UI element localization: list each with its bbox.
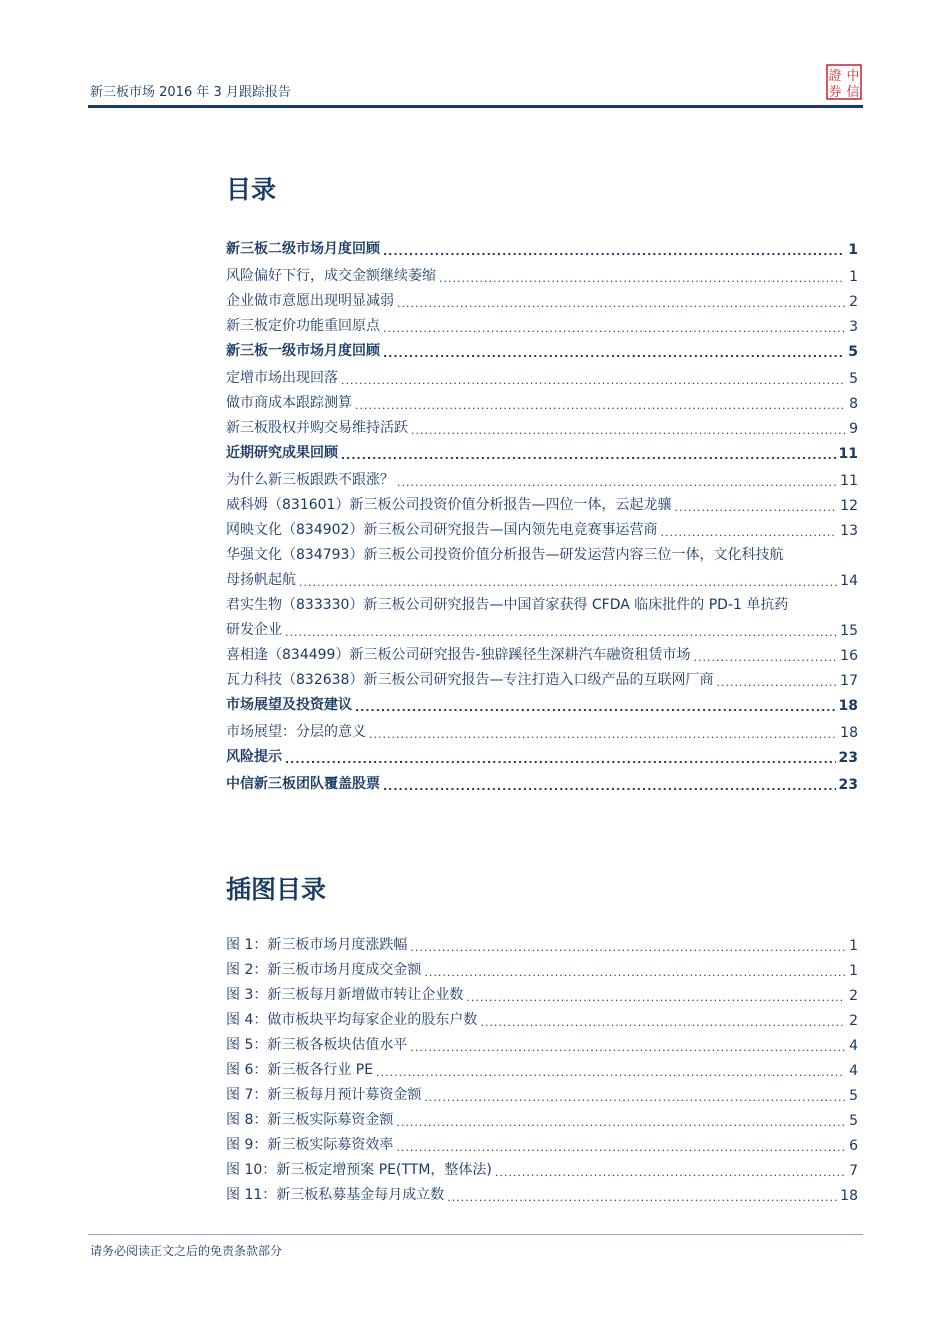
dot-leader (480, 1016, 845, 1029)
dot-leader (674, 501, 837, 514)
toc-entry-link[interactable] (226, 519, 858, 539)
dot-leader (383, 347, 845, 360)
toc-entry-page: 2 (849, 1013, 858, 1029)
toc-entry-page: 11 (840, 473, 858, 489)
toc-entry-link[interactable] (226, 392, 858, 412)
toc-entry-link[interactable] (226, 746, 858, 766)
figure-entry-link[interactable] (226, 1184, 858, 1204)
toc-title: 目录 (226, 175, 277, 204)
toc-entry-link[interactable] (226, 367, 858, 387)
toc-entry-label: 图 8：新三板实际募资金额 (226, 1112, 394, 1128)
toc-entry-page: 4 (849, 1038, 858, 1054)
toc-entry-link[interactable] (226, 340, 858, 360)
svg-text:信: 信 (846, 85, 860, 100)
toc-entry-label: 母扬帆起航 (226, 572, 296, 588)
dot-leader (355, 701, 836, 714)
toc-entry-link[interactable] (226, 619, 858, 639)
citic-securities-logo (826, 64, 862, 100)
dot-leader (285, 626, 837, 639)
toc-entry-label: 图 7：新三板每月预计募资金额 (226, 1087, 422, 1103)
toc-entry-page: 23 (838, 750, 858, 766)
toc-entry-page: 16 (840, 648, 858, 664)
figure-entry-link[interactable] (226, 1159, 858, 1179)
toc-entry-link[interactable] (226, 417, 858, 437)
svg-text:證: 證 (828, 69, 842, 84)
dot-leader (410, 1041, 845, 1054)
toc-entry-page: 2 (849, 988, 858, 1004)
toc-entry-page: 4 (849, 1063, 858, 1079)
dot-leader (299, 576, 837, 589)
figure-entry-link[interactable] (226, 1134, 858, 1154)
toc-entry-first-line[interactable]: 华强文化（834793）新三板公司投资价值分析报告—研发运营内容三位一体，文化科技航 (226, 547, 784, 563)
toc-entry-page: 9 (849, 421, 858, 437)
dot-leader (369, 728, 837, 741)
toc-entry-page: 17 (840, 673, 858, 689)
dot-leader (694, 651, 838, 664)
toc-entry-page: 7 (849, 1163, 858, 1179)
figure-entry-link[interactable] (226, 1059, 858, 1079)
toc-entry-label: 图 1：新三板市场月度涨跌幅 (226, 937, 408, 953)
toc-entry-label: 威科姆（831601）新三板公司投资价值分析报告—四位一体，云起龙骧 (226, 497, 672, 513)
dot-leader (285, 753, 836, 766)
toc-entry-label: 风险提示 (226, 749, 282, 765)
figure-entry-link[interactable] (226, 1109, 858, 1129)
toc-entry-link[interactable] (226, 694, 858, 714)
toc-entry-page: 1 (849, 963, 858, 979)
toc-entry-page: 1 (848, 242, 858, 258)
toc-entry-label: 图 11：新三板私募基金每月成立数 (226, 1187, 445, 1203)
toc-entry-label: 做市商成本跟踪测算 (226, 395, 352, 411)
figures-title: 插图目录 (226, 875, 327, 904)
figure-entry-link[interactable] (226, 934, 858, 954)
dot-leader (660, 526, 837, 539)
footer-disclaimer: 请务必阅读正文之后的免责条款部分 (90, 1244, 283, 1258)
toc-entry-page: 5 (849, 371, 858, 387)
toc-entry-label: 中信新三板团队覆盖股票 (226, 776, 380, 792)
toc-list (226, 238, 858, 800)
toc-entry-link[interactable] (226, 569, 858, 589)
dot-leader (424, 966, 845, 979)
dot-leader (410, 941, 845, 954)
dot-leader (495, 1166, 845, 1179)
figure-entry-link[interactable] (226, 1034, 858, 1054)
dot-leader (424, 1091, 845, 1104)
toc-entry-label: 图 6：新三板各行业 PE (226, 1062, 374, 1078)
dot-leader (383, 322, 845, 335)
toc-entry-link[interactable] (226, 494, 858, 514)
toc-entry-first-line[interactable]: 君实生物（833330）新三板公司研究报告—中国首家获得 CFDA 临床批件的 PD-1 单抗药 (226, 597, 789, 613)
toc-entry-label: 喜相逢（834499）新三板公司研究报告-独辟蹊径生深耕汽车融资租赁市场 (226, 647, 691, 663)
dot-leader (466, 991, 845, 1004)
header-title: 新三板市场 2016 年 3 月跟踪报告 (90, 85, 291, 100)
dot-leader (376, 1066, 845, 1079)
toc-entry-page: 5 (849, 1113, 858, 1129)
toc-entry-link[interactable] (226, 669, 858, 689)
dot-leader (396, 1116, 845, 1129)
toc-entry-label: 定增市场出现回落 (226, 370, 338, 386)
dot-leader (716, 676, 837, 689)
header-rule (88, 105, 863, 108)
dot-leader (355, 399, 845, 412)
svg-text:中: 中 (846, 69, 860, 84)
toc-entry-label: 图 3：新三板每月新增做市转让企业数 (226, 987, 464, 1003)
toc-entry-link[interactable] (226, 315, 858, 335)
toc-entry-label: 近期研究成果回顾 (226, 445, 338, 461)
toc-entry-page: 13 (840, 523, 858, 539)
figure-entry-link[interactable] (226, 959, 858, 979)
toc-entry-label: 新三板股权并购交易维持活跃 (226, 420, 408, 436)
toc-entry-link[interactable] (226, 265, 858, 285)
toc-entry-label: 企业做市意愿出现明显减弱 (226, 293, 394, 309)
toc-entry-label: 图 10：新三板定增预案 PE(TTM，整体法) (226, 1162, 492, 1178)
toc-entry-page: 6 (849, 1138, 858, 1154)
dot-leader (397, 297, 845, 310)
toc-entry-link[interactable] (226, 290, 858, 310)
toc-entry-label: 图 4：做市板块平均每家企业的股东户数 (226, 1012, 478, 1028)
toc-entry-label: 图 5：新三板各板块估值水平 (226, 1037, 408, 1053)
figure-entry-link[interactable] (226, 1084, 858, 1104)
toc-entry-page: 1 (849, 269, 858, 285)
footer-rule (88, 1234, 863, 1235)
toc-entry-link[interactable] (226, 442, 858, 462)
dot-leader (397, 476, 837, 489)
dot-leader (447, 1191, 837, 1204)
toc-entry-page: 8 (849, 396, 858, 412)
toc-entry-page: 18 (840, 1188, 858, 1204)
toc-entry-label: 图 9：新三板实际募资效率 (226, 1137, 394, 1153)
toc-entry-label: 市场展望：分层的意义 (226, 724, 366, 740)
toc-entry-label: 市场展望及投资建议 (226, 697, 352, 713)
toc-entry-page: 5 (848, 344, 858, 360)
toc-entry-label: 网映文化（834902）新三板公司研究报告—国内领先电竞赛事运营商 (226, 522, 658, 538)
figure-entry-link[interactable] (226, 984, 858, 1004)
dot-leader (341, 449, 836, 462)
svg-text:券: 券 (828, 85, 842, 100)
toc-entry-label: 瓦力科技（832638）新三板公司研究报告—专注打造入口级产品的互联网厂商 (226, 672, 714, 688)
dot-leader (396, 1141, 845, 1154)
toc-entry-page: 18 (840, 725, 858, 741)
toc-entry-page: 3 (849, 319, 858, 335)
toc-entry-page: 15 (840, 623, 858, 639)
toc-entry-label: 风险偏好下行，成交金额继续萎缩 (226, 268, 436, 284)
toc-entry-page: 12 (840, 498, 858, 514)
toc-entry-page: 18 (838, 698, 858, 714)
toc-entry-label: 研发企业 (226, 622, 282, 638)
toc-entry-link[interactable] (226, 644, 858, 664)
dot-leader (383, 245, 845, 258)
toc-entry-page: 1 (849, 938, 858, 954)
toc-entry-label: 图 2：新三板市场月度成交金额 (226, 962, 422, 978)
toc-entry-link[interactable] (226, 773, 858, 793)
toc-entry-label: 新三板定价功能重回原点 (226, 318, 380, 334)
dot-leader (411, 424, 845, 437)
toc-entry-label: 新三板二级市场月度回顾 (226, 241, 380, 257)
toc-entry-page: 23 (838, 777, 858, 793)
toc-entry-page: 11 (838, 446, 858, 462)
toc-entry-link[interactable] (226, 469, 858, 489)
toc-entry-label: 新三板一级市场月度回顾 (226, 343, 380, 359)
toc-entry-link[interactable] (226, 721, 858, 741)
toc-entry-link[interactable] (226, 238, 858, 258)
dot-leader (439, 272, 845, 285)
toc-entry-page: 5 (849, 1088, 858, 1104)
toc-entry-page: 2 (849, 294, 858, 310)
toc-entry-page: 14 (840, 573, 858, 589)
dot-leader (341, 374, 845, 387)
toc-entry-label: 为什么新三板跟跌不跟涨？ (226, 472, 394, 488)
dot-leader (383, 780, 836, 793)
figure-entry-link[interactable] (226, 1009, 858, 1029)
